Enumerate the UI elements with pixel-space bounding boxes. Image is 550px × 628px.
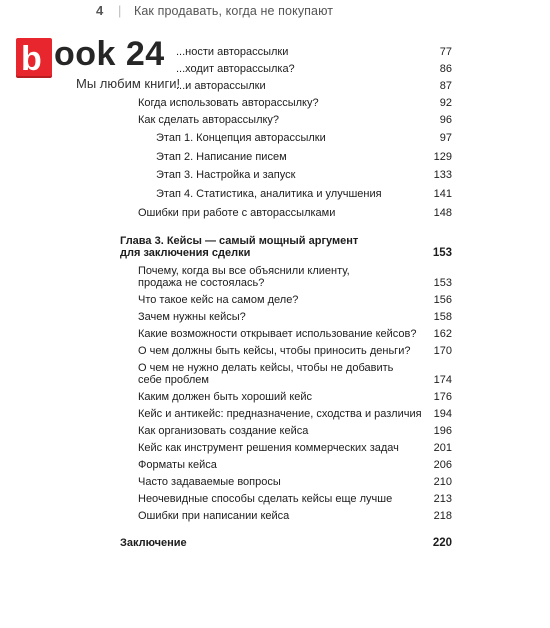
toc-item: Как организовать создание кейса (138, 425, 309, 437)
toc-item: Этап 3. Настройка и запуск (156, 169, 296, 181)
toc-item-line2: себе проблем (138, 374, 209, 386)
toc-page: 196 (433, 425, 452, 437)
book24-watermark-logo (14, 34, 190, 96)
toc-item: Ошибки при работе с авторассылками (138, 207, 336, 219)
toc-page: 129 (433, 151, 452, 163)
toc-page: 87 (439, 80, 452, 92)
toc-item: Кейс и антикейс: предназначение, сходства и различия (138, 408, 422, 420)
conclusion-heading: Заключение (120, 537, 187, 549)
logo-letter: b (21, 40, 42, 78)
toc-item: Зачем нужны кейсы? (138, 311, 246, 323)
toc-page: 201 (433, 442, 452, 454)
toc-page: 153 (433, 277, 452, 289)
toc-page: 176 (433, 391, 452, 403)
toc-item: Когда использовать авторассылку? (138, 97, 319, 109)
toc-item: Кейс как инструмент решения коммерческих задач (138, 442, 399, 454)
toc-item: ...и авторассылки (176, 80, 266, 92)
toc-item: ...ходит авторассылка? (176, 63, 295, 75)
toc-page: 218 (433, 510, 452, 522)
toc-page: 206 (433, 459, 452, 471)
toc-item: Этап 4. Статистика, аналитика и улучшения (156, 188, 382, 200)
conclusion-page: 220 (432, 537, 452, 549)
chapter-heading-line2: для заключения сделки (120, 247, 251, 259)
book-title: Как продавать, когда не покупают (134, 4, 334, 18)
toc-page: 92 (439, 97, 452, 109)
toc-item: Неочевидные способы сделать кейсы еще лучше (138, 493, 393, 505)
chapter-page: 153 (432, 247, 452, 259)
chapter-heading: Глава 3. Кейсы — самый мощный аргумент (120, 235, 359, 247)
toc-page: 213 (433, 493, 452, 505)
toc-item: О чем не нужно делать кейсы, чтобы не добавить (138, 362, 394, 374)
toc-page: 148 (433, 207, 452, 219)
toc-item: Почему, когда вы все объяснили клиенту, (138, 265, 350, 277)
toc-item: О чем должны быть кейсы, чтобы приносить деньги? (138, 345, 411, 357)
toc-item: Каким должен быть хороший кейс (138, 391, 313, 403)
toc-item: Форматы кейса (138, 459, 217, 471)
toc-item: Какие возможности открывает использование кейсов? (138, 328, 417, 340)
toc-page: 77 (439, 46, 452, 58)
toc-page: 162 (433, 328, 452, 340)
toc-page: 97 (439, 132, 452, 144)
book-icon (16, 38, 52, 76)
toc-item: Как сделать авторассылку? (138, 114, 280, 126)
toc-item: Этап 1. Концепция авторассылки (156, 132, 326, 144)
logo-wordmark: ook 24 (54, 35, 165, 73)
toc-item: Ошибки при написании кейса (138, 510, 290, 522)
toc-page: 158 (433, 311, 452, 323)
page-number: 4 (96, 3, 104, 18)
toc-page: 210 (433, 476, 452, 488)
header-separator: | (118, 3, 122, 18)
toc-item: Часто задаваемые вопросы (138, 476, 281, 488)
toc-page: 174 (433, 374, 452, 386)
toc-item: Что такое кейс на самом деле? (138, 294, 299, 306)
logo-tagline: Мы любим книги! (76, 76, 181, 91)
toc-page: 141 (433, 188, 452, 200)
toc-item-line2: продажа не состоялась? (138, 277, 265, 289)
toc-page: 170 (433, 345, 452, 357)
toc-page: 156 (433, 294, 452, 306)
toc-page: 96 (439, 114, 452, 126)
toc-item: ...ности авторассылки (176, 46, 289, 58)
toc-item: Этап 2. Написание писем (156, 151, 287, 163)
toc-page: 133 (433, 169, 452, 181)
toc-page: 86 (439, 63, 452, 75)
toc-page: 194 (433, 408, 452, 420)
